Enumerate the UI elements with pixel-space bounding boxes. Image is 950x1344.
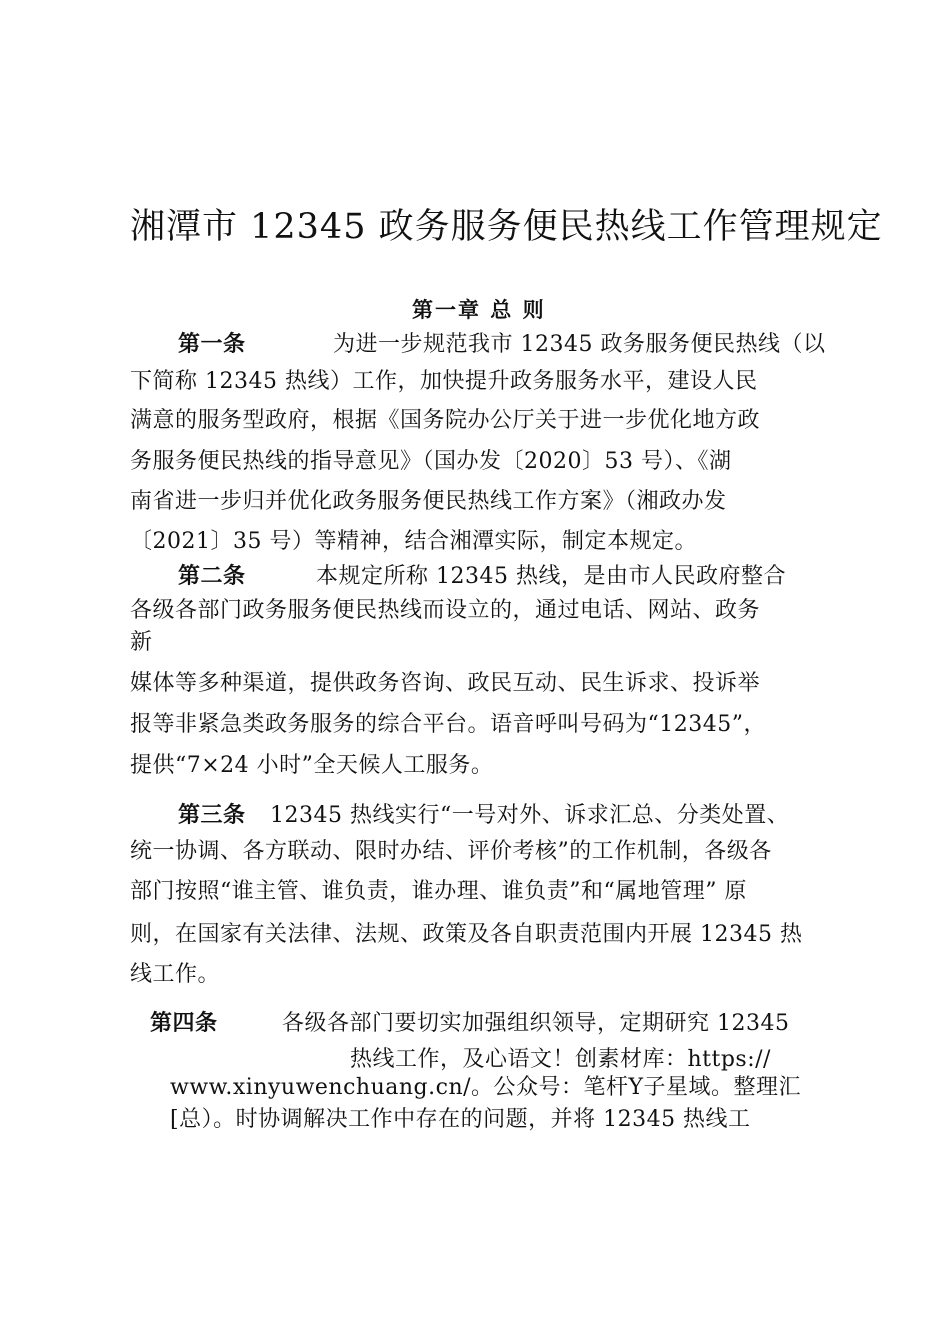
article-3-line: 统一协调、各方联动、限时办结、评价考核”的工作机制，各级各 [130,839,772,864]
article-3-line: 线工作。 [130,962,221,987]
article-1-line: 满意的服务型政府，根据《国务院办公厅关于进一步优化地方政 [130,408,761,433]
article-1-heading: 第一条 [178,332,246,357]
page-title: 湘潭市 12345 政务服务便民热线工作管理规定 [130,207,883,247]
article-3-line: 12345 热线实行“一号对外、诉求汇总、分类处置、 [270,803,790,828]
article-1-line: 务服务便民热线的指导意见》（国办发〔2020〕53 号）、《湖 [130,449,732,474]
article-1-line: 下简称 12345 热线）工作，加快提升政务服务水平，建设人民 [130,369,758,394]
article-1-line: 为进一步规范我市 12345 政务服务便民热线（以 [333,332,826,357]
article-4-heading: 第四条 [150,1011,218,1036]
article-4-line: 各级各部门要切实加强组织领导，定期研究 12345 [282,1011,790,1036]
article-2-line: 本规定所称 12345 热线，是由市人民政府整合 [316,564,786,589]
article-3-heading: 第三条 [178,803,246,828]
article-2-line: 各级各部门政务服务便民热线而设立的，通过电话、网站、政务 [130,598,761,623]
article-2-heading: 第二条 [178,564,246,589]
article-1-line: 〔2021〕35 号）等精神，结合湘潭实际，制定本规定。 [130,529,697,554]
chapter-heading: 第一章 总 则 [412,298,546,322]
article-1-line: 南省进一步归并优化政务服务便民热线工作方案》（湘政办发 [130,489,727,514]
article-4-line: 热线工作，及心语文！创素材库：https:// [350,1047,771,1072]
article-4-line: www.xinyuwenchuang.cn/。公众号：笔杆Y子星域。整理汇 [170,1075,802,1100]
article-2-line: 媒体等多种渠道，提供政务咨询、政民互动、民生诉求、投诉举 [130,671,761,696]
article-3-line: 则，在国家有关法律、法规、政策及各自职责范围内开展 12345 热 [130,922,803,947]
article-2-line: 报等非紧急类政务服务的综合平台。语音呼叫号码为“12345”， [130,712,766,737]
article-4-line: [总）。时协调解决工作中存在的问题，并将 12345 热线工 [170,1107,751,1132]
article-3-line: 部门按照“谁主管、谁负责，谁办理、谁负责”和“属地管理” 原 [130,879,747,904]
article-2-line: 提供“7×24 小时”全天候人工服务。 [130,753,494,778]
article-2-line: 新 [130,630,153,655]
